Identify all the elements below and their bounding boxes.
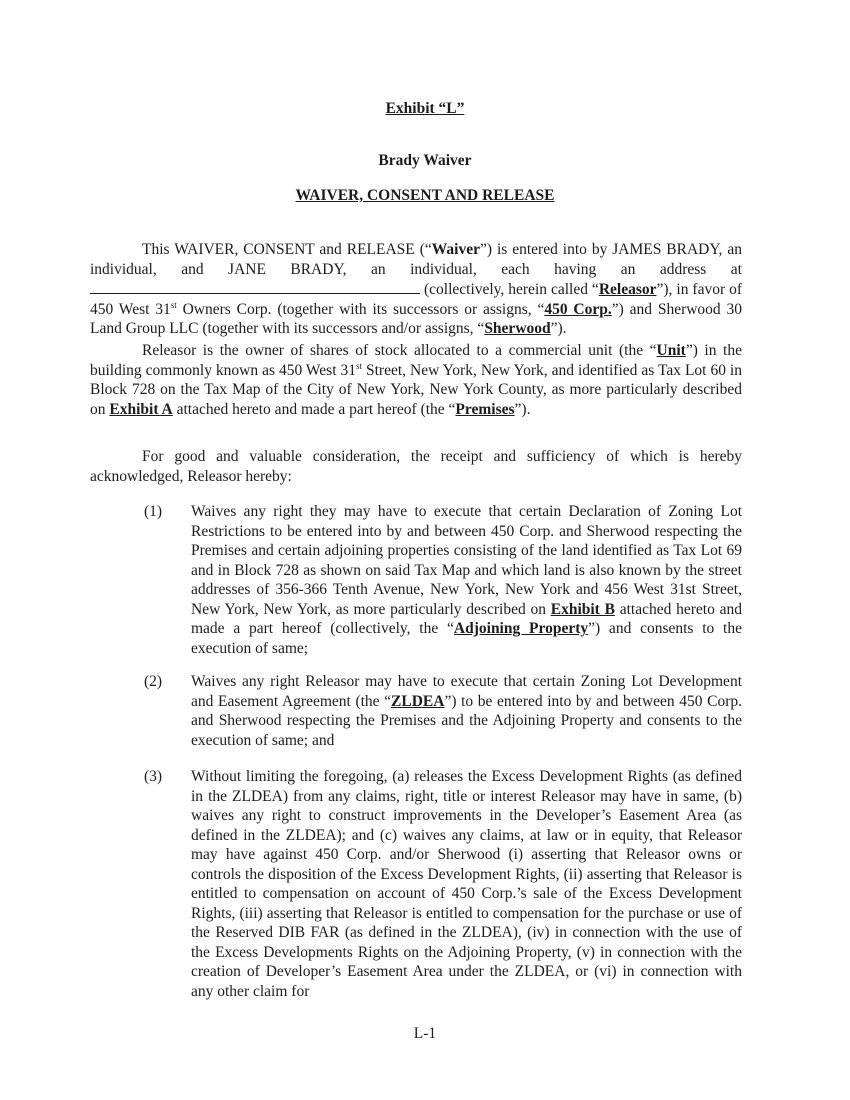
sherwood-defined-term: Sherwood <box>484 320 551 337</box>
adjoining-property-defined-term: Adjoining Property <box>453 620 589 637</box>
item-number: (1) <box>144 503 163 520</box>
unit-defined-term: Unit <box>656 342 686 359</box>
exhibit-b-reference: Exhibit B <box>550 600 615 618</box>
intro-paragraph: This WAIVER, CONSENT and RELEASE (“Waiver”) is entered into by JAMES BRADY, an individual, and JANE BRADY, an individual, each having an address at (collectively, herein called “Releasor”), in favor of 450 West 31st Owners Corp. (together with its successors or assigns, “450 Corp.”) and Sherwood 30 Land Group LLC (together with its successors and/or assigns, “Sherwood”). <box>90 241 743 337</box>
item-number: (3) <box>144 768 163 785</box>
exhibit-a-reference: Exhibit A <box>109 400 173 418</box>
item-text: Waives any right Releasor may have to execute that certain Zoning Lot Development and Easement Agreement (the “ZLDEA”) to be entered into by and between 450 Corp. and Sherwood respecting the Premises and the Adjoining Property and consents to the execution of same; and <box>191 673 742 749</box>
document-heading: WAIVER, CONSENT AND RELEASE <box>295 187 555 204</box>
waiver-defined-term: Waiver <box>431 241 480 258</box>
item-number: (2) <box>144 673 163 690</box>
exhibit-title: Exhibit “L” <box>385 100 465 117</box>
zldea-defined-term: ZLDEA <box>391 692 445 710</box>
consideration-paragraph: For good and valuable consideration, the receipt and sufficiency of which is hereby acknowledged, Releasor hereby: <box>90 448 742 485</box>
corp-defined-term: 450 Corp. <box>544 300 612 318</box>
item-text: Waives any right they may have to execute that certain Declaration of Zoning Lot Restrictions to be entered into by and between 450 Corp. and Sherwood respecting the Premises and certain adjoining properties consisting of the land identified as Tax Lot 69 and in Block 728 as shown on said Tax Map and which land is also known by the street addresses of 356-366 Tenth Avenue, New York, New York and 456 West 31st Street, New York, New York, as more particularly described on Exhibit B attached hereto and made a part hereof (collectively, the “Adjoining Property”) and consents to the execution of same; <box>191 503 742 657</box>
document-subtitle: Brady Waiver <box>378 152 472 169</box>
item-text: Without limiting the foregoing, (a) releases the Excess Development Rights (as defined in the ZLDEA) from any claims, right, title or interest Releasor may have in same, (b) waives any right to construct improvements in the Developer’s Easement Area (as defined in the ZLDEA); and (c) waives any claims, at law or in equity, that Releasor may have against 450 Corp. and/or Sherwood (i) asserting that Releasor owns or controls the disposition of the Excess Development Rights, (ii) asserting that Releasor is entitled to compensation on account of 450 Corp.’s sale of the Excess Development Rights, (iii) asserting that Releasor is entitled to compensation for the purchase or use of the Reserved DIB FAR (as defined in the ZLDEA), (iv) in connection with the use of the Excess Developments Rights on the Adjoining Property, (v) in connection with the creation of Developer’s Easement Area under the ZLDEA, or (vi) in connection with any other claim for <box>191 768 742 1000</box>
releasor-defined-term: Releasor <box>598 281 657 298</box>
page-number: L-1 <box>413 1025 437 1042</box>
address-blank-line <box>90 279 420 294</box>
owner-paragraph: Releasor is the owner of shares of stock allocated to a commercial unit (the “Unit”) in the building commonly known as 450 West 31st Street, New York, New York, and identified as Tax Lot 60 in Block 728 on the Tax Map of the City of New York, New York County, as more particularly described on Exhibit A attached hereto and made a part hereof (the “Premises”). <box>90 342 742 418</box>
premises-defined-term: Premises <box>455 400 515 418</box>
